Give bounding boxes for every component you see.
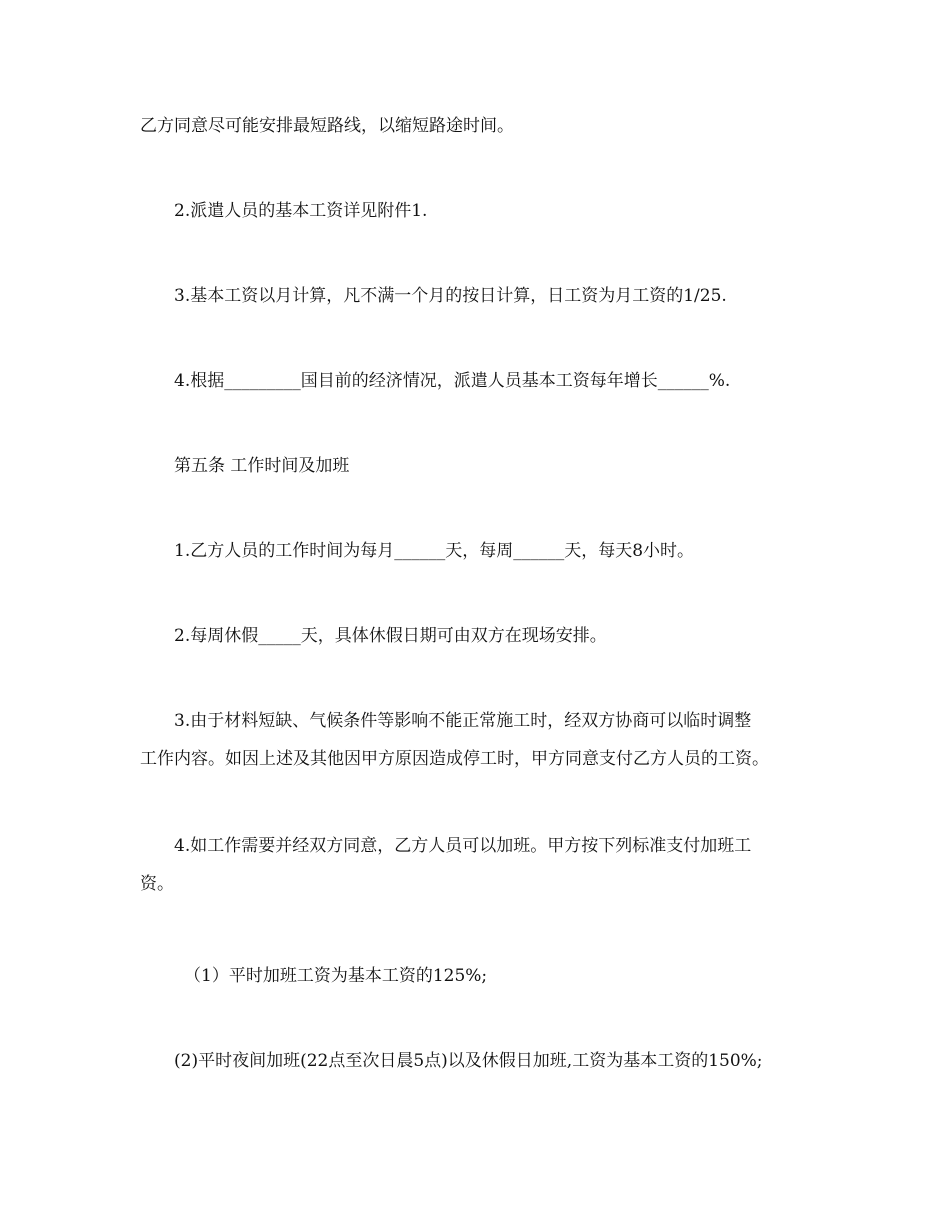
section-heading-article-five <box>140 447 830 485</box>
paragraph-weekly-leave <box>140 617 830 655</box>
text-line: （1）平时加班工资为基本工资的125%; <box>184 966 488 986</box>
text-line: 乙方同意尽可能安排最短路线，以缩短路途时间。 <box>140 116 514 136</box>
text-line: 2.每周休假_____天，具体休假日期可由双方在现场安排。 <box>174 626 607 646</box>
paragraph-working-time <box>140 532 830 570</box>
text-line: 工作内容。如因上述及其他因甲方原因造成停工时，甲方同意支付乙方人员的工资。 <box>140 749 769 769</box>
text-line: 3.由于材料短缺、气候条件等影响不能正常施工时，经双方协商可以临时调整 <box>174 711 752 731</box>
paragraph-work-stoppage <box>140 702 830 778</box>
paragraph-salary-increase <box>140 362 830 400</box>
text-line: (2)平时夜间加班(22点至次日晨5点)以及休假日加班,工资为基本工资的150%; <box>174 1051 763 1071</box>
paragraph-overtime <box>140 827 830 903</box>
text-line: 资。 <box>140 874 174 894</box>
text-line: 4.如工作需要并经双方同意，乙方人员可以加班。甲方按下列标准支付加班工 <box>174 836 752 856</box>
text-line: 4.根据_________国目前的经济情况，派遣人员基本工资每年增长______%. <box>174 371 731 391</box>
paragraph-route-note <box>140 107 830 145</box>
paragraph-salary-attachment <box>140 192 830 230</box>
paragraph-overtime-rate-1 <box>140 957 830 995</box>
text-line: 第五条 工作时间及加班 <box>174 456 350 476</box>
text-line: 1.乙方人员的工作时间为每月______天，每周______天，每天8小时。 <box>174 541 695 561</box>
text-line: 2.派遣人员的基本工资详见附件1. <box>174 201 428 221</box>
text-line: 3.基本工资以月计算，凡不满一个月的按日计算，日工资为月工资的1/25. <box>174 286 727 306</box>
paragraph-salary-calculation <box>140 277 830 315</box>
paragraph-overtime-rate-2 <box>140 1042 830 1080</box>
